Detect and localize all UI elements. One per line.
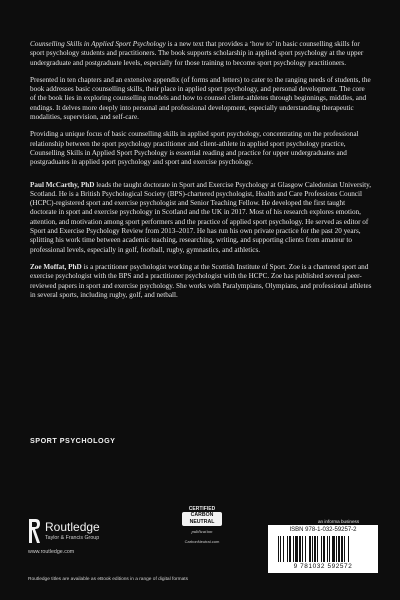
publisher-name: Routledge bbox=[45, 520, 100, 534]
carbon-neutral-seal bbox=[178, 506, 226, 562]
back-cover-blurb bbox=[30, 40, 372, 308]
seal-url: CarbonNeutral.com bbox=[184, 539, 220, 544]
book-title: Counselling Skills in Applied Sport Psychology bbox=[30, 40, 166, 48]
publisher-url: www.routledge.com bbox=[28, 549, 75, 555]
intro-text: is a new text that provides a ‘how to’ in basic counselling skills for sport psychology students and practitioners. The book supports scholarship in applied sport psychology at the upper undergraduate and postgraduate levels, especially for those training to become sport psychology practitioners. bbox=[30, 40, 364, 67]
barcode-digits: 9 781032 592572 bbox=[293, 563, 353, 570]
intro-paragraph bbox=[30, 40, 372, 68]
seal-certified: CERTIFIED bbox=[188, 506, 216, 512]
author-name: Paul McCarthy, PhD bbox=[30, 180, 95, 189]
author-name: Zoe Moffat, PhD bbox=[30, 262, 82, 271]
focus-paragraph: Providing a unique focus of basic counselling skills in applied sport psychology, concentrating on the professional relationship between the sport psychology practitioner and client-athlete in applied sport psychology practice, Counselling Skills in Applied Sport Psychology is essential reading and practice for upper undergraduates and postgraduates in applied sport psychology and sport and exercise psychology. bbox=[30, 130, 359, 167]
author-bio-mccarthy bbox=[30, 181, 372, 255]
author-bio-text: is a practitioner psychologist working at the Scottish Institute of Sport. Zoe is a chartered sport and exercise psychologist with the BPS and a practitioner psychologist with the HCPC. Zoe has published several peer-reviewed papers in sport and exercise psychology. She works with Paralympians, Olympians, and professional athletes in several sports, including rugby, golf, and netball. bbox=[30, 262, 372, 299]
author-bio-text: leads the taught doctorate in Sport and Exercise Psychology at Glasgow Caledonian University, Scotland. He is a British Psychological Society (BPS)-chartered psychologist, Health and Care Professions Council (HCPC)-registered sport and exercise psychologist and Senior Teaching Fellow. He developed the first taught doctorate in sport and exercise psychology in Scotland and the UK in 2017. Most of his research explores emotion, attention, and motivation among sport performers and the practice of applied sport psychology. He served as editor of Sport and Exercise Psychology Review from 2013–2017. He has run his own private practice for the past 20 years, splitting his work time between academic teaching, researching, writing, and supporting clients from amateur to professional levels, especially in golf, football, rugby, gymnastics, and athletics. bbox=[30, 180, 372, 254]
publisher-group: Taylor & Francis Group bbox=[45, 535, 100, 541]
isbn-label: ISBN 978-1-032-59257-2 bbox=[289, 527, 357, 533]
ebook-note: Routledge titles are available as eBook editions in a range of digital formats bbox=[28, 577, 188, 582]
informa-tagline: an informa business bbox=[318, 519, 360, 524]
author-bio-moffat bbox=[30, 263, 372, 300]
seal-line-1: CARBON bbox=[190, 512, 214, 518]
seal-publication: publication bbox=[191, 529, 213, 534]
subject-category: SPORT PSYCHOLOGY bbox=[30, 436, 116, 445]
barcode-icon bbox=[278, 536, 370, 562]
seal-carbon-neutral bbox=[182, 512, 222, 526]
contents-paragraph: Presented in ten chapters and an extensive appendix (of forms and letters) to cater to the ranging needs of students, the book addresses basic counselling skills, their place in applied sport psychology, and personal development. The core of the book lies in exploring counselling models and how to counsel client-athletes through beginnings, middles, and endings. It delves more deeply into personal and professional development, especially understanding therapeutic modalities, supervision, and self-care. bbox=[30, 75, 371, 122]
isbn-barcode bbox=[268, 525, 378, 573]
publisher-logo bbox=[28, 518, 158, 558]
routledge-r-icon bbox=[28, 518, 41, 544]
seal-line-2: NEUTRAL bbox=[189, 519, 215, 525]
